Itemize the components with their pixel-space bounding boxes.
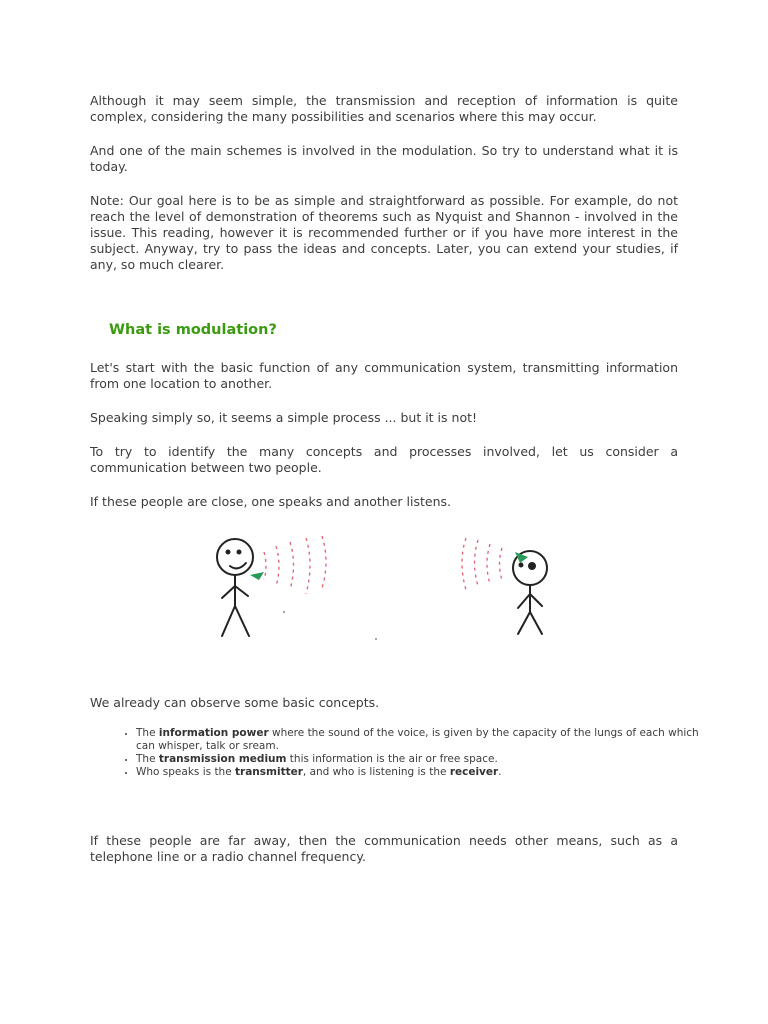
drawing-specks xyxy=(283,611,377,640)
section-heading: What is modulation? xyxy=(109,322,277,338)
close-paragraph: If these people are close, one speaks and another listens. xyxy=(90,494,451,509)
term-transmission-medium: transmission medium xyxy=(158,753,287,765)
concepts-list xyxy=(118,727,701,779)
listener-sound-waves xyxy=(462,538,502,590)
two-people-drawing xyxy=(118,530,578,645)
note-paragraph: Note: Our goal here is to be as simple and straightforward as possible. For example, do not reach the level of demonstration of theorems such as Nyquist and Shannon - involved in the issue. This reading, however it is recommended further or if you have more interest in the subject. Anyway, try to pass the ideas and concepts. Later, you can extend your studies, if any, so much clearer. xyxy=(90,193,678,272)
observe-paragraph: We already can observe some basic concepts. xyxy=(90,695,380,710)
term-receiver: receiver xyxy=(449,766,499,778)
far-paragraph: If these people are far away, then the communication needs other means, such as a telephone line or a radio channel frequency. xyxy=(90,833,678,864)
speaker-figure xyxy=(217,539,253,636)
list-item: • The information power where the sound of the voice, is given by the capacity of the lungs of each which can whisper, talk or sream. xyxy=(136,727,701,753)
scheme-paragraph: And one of the main schemes is involved in the modulation. So try to understand what it is today. xyxy=(90,143,678,174)
list-item: • The transmission medium this information is the air or free space. xyxy=(136,753,701,766)
identify-paragraph: To try to identify the many concepts and processes involved, let us consider a communication between two people. xyxy=(90,444,678,475)
start-paragraph: Let's start with the basic function of any communication system, transmitting information from one location to another. xyxy=(90,360,678,391)
simple-paragraph: Speaking simply so, it seems a simple process ... but it is not! xyxy=(90,410,477,425)
term-information-power: information power xyxy=(158,727,269,739)
intro-paragraph: Although it may seem simple, the transmission and reception of information is quite complex, considering the many possibilities and scenarios where this may occur. xyxy=(90,93,678,124)
term-transmitter: transmitter xyxy=(235,766,303,778)
speaker-marker xyxy=(250,572,264,580)
list-item: • Who speaks is the transmitter, and who is listening is the receiver. xyxy=(136,766,701,779)
speaker-sound-waves xyxy=(264,536,326,594)
listener-figure xyxy=(513,551,547,634)
